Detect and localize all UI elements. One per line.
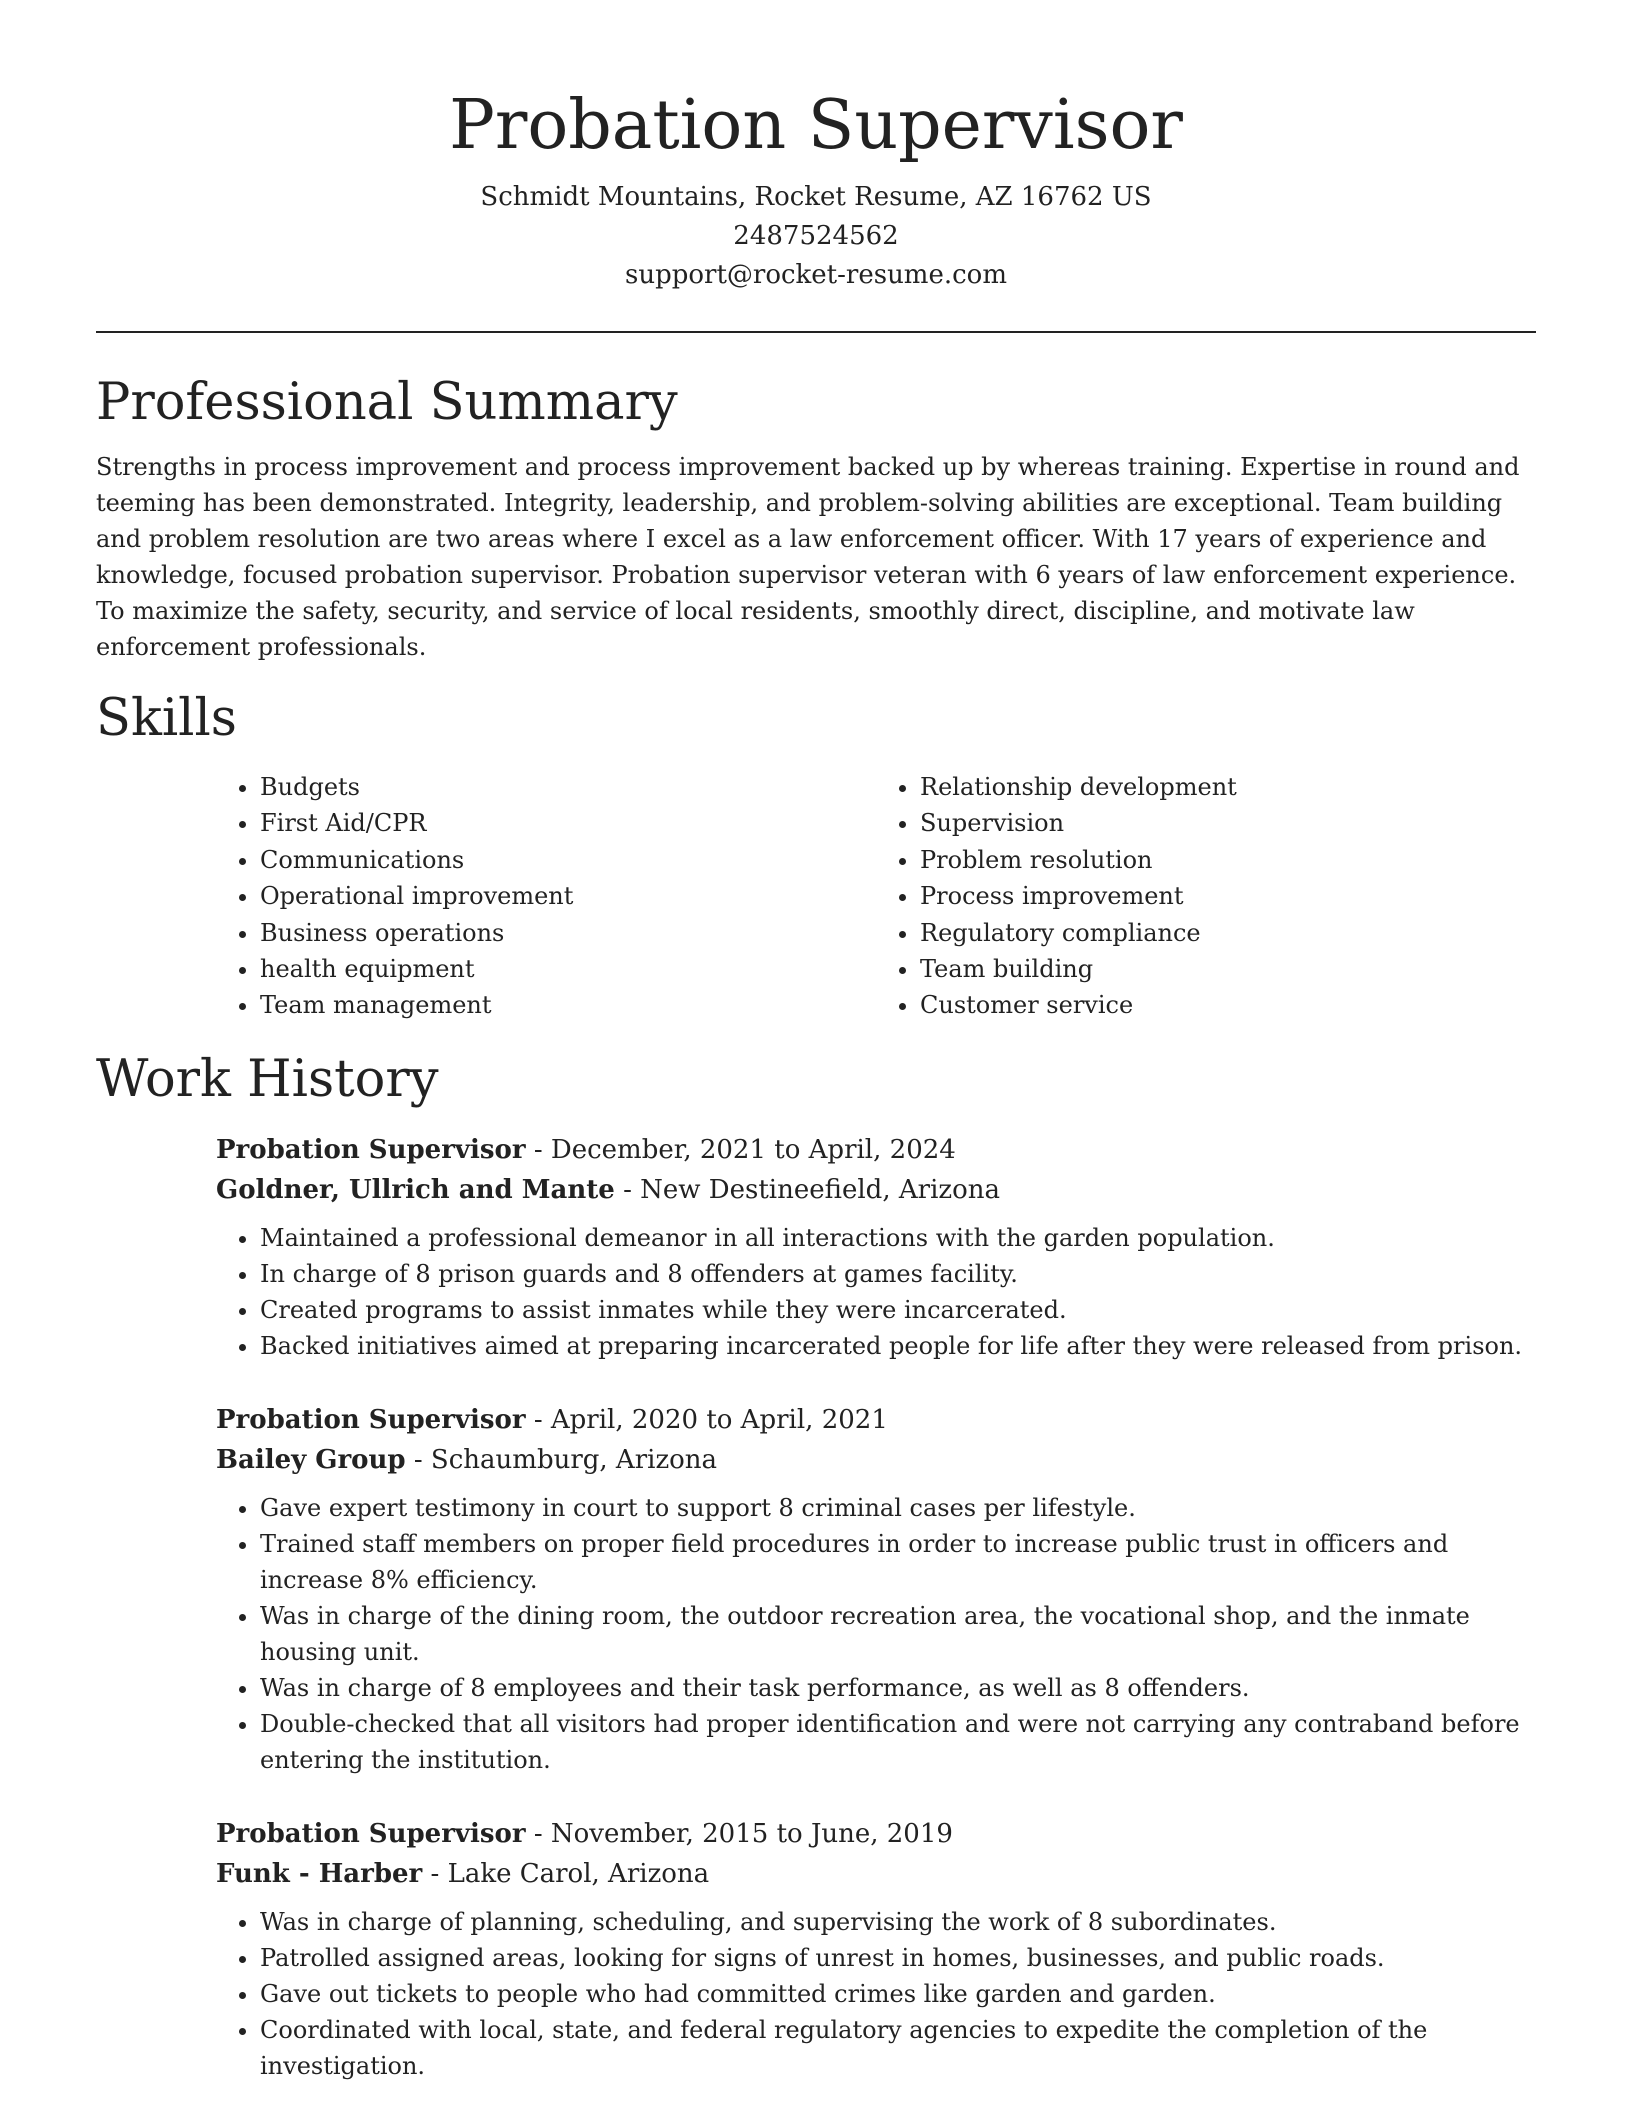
section-title-work: Work History [96,1049,439,1109]
job-dates: - November, 2015 to June, 2019 [525,1818,953,1849]
phone-text: 2487524562 [733,221,899,251]
job-title-line [216,1814,1536,1854]
job-bullet: • Trained staff members on proper field procedures in order to increase public trust in officers and increase 8% efficiency. [260,1526,1536,1598]
skills-section [96,687,1536,1024]
job-bullet: • Patrolled assigned areas, looking for signs of unrest in homes, businesses, and public roads. [260,1940,1536,1976]
job-bullets [216,1490,1536,1778]
skill-item: • Budgets [260,769,876,805]
job-bullet: • Maintained a professional demeanor in all interactions with the garden population. [260,1220,1536,1256]
contact-info [96,178,1536,295]
job-bullet: • Double-checked that all visitors had proper identification and were not carrying any contraband before entering the institution. [260,1706,1536,1778]
candidate-name: Probation Supervisor [449,86,1183,165]
job-company: Goldner, Ullrich and Mante [216,1174,615,1205]
job-role: Probation Supervisor [216,1404,526,1435]
job-bullet: • Was in charge of planning, scheduling, and supervising the work of 8 subordinates. [260,1904,1536,1940]
skills-grid [216,769,1536,1024]
job-dates: - December, 2021 to April, 2024 [525,1134,956,1165]
skill-item: • Operational improvement [260,878,876,914]
job-entry [216,1814,1536,2084]
skill-item: • Team building [920,951,1536,987]
job-location: - New Destineefield, Arizona [614,1174,1000,1205]
job-dates: - April, 2020 to April, 2021 [525,1404,888,1435]
job-bullet: • Coordinated with local, state, and federal regulatory agencies to expedite the completion of the investigation. [260,2012,1536,2084]
email-text: support@rocket-resume.com [624,260,1007,290]
job-company: Funk - Harber [216,1858,423,1889]
job-location: - Schaumburg, Arizona [405,1444,718,1475]
job-company-line [216,1854,1536,1894]
job-title-line [216,1130,1536,1170]
job-bullet: • In charge of 8 prison guards and 8 offenders at games facility. [260,1256,1536,1292]
skill-item: • Relationship development [920,769,1536,805]
skill-item: • Business operations [260,915,876,951]
job-company: Bailey Group [216,1444,406,1475]
job-title-line [216,1400,1536,1440]
skills-column-left [216,769,876,1024]
job-bullet: • Was in charge of 8 employees and their task performance, as well as 8 offenders. [260,1670,1536,1706]
job-bullets [216,1904,1536,2084]
summary-paragraph: Strengths in process improvement and process improvement backed up by whereas training. Expertise in round and teeming has been demonstrated. Integrity, leadership, and problem-solving abilities are exceptional. Team building and problem resolution are two areas where I excel as a law enforcement officer. With 17 years of experience and knowledge, focused probation supervisor. Probation supervisor veteran with 6 years of law enforcement experience. To maximize the safety, security, and service of local residents, smoothly direct, discipline, and motivate law enforcement professionals. [96,453,1520,661]
job-bullet: • Created programs to assist inmates while they were incarcerated. [260,1292,1536,1328]
section-title-summary: Professional Summary [96,373,678,432]
job-role: Probation Supervisor [216,1818,526,1849]
work-history-section [96,1048,1536,2084]
job-bullet: • Was in charge of the dining room, the outdoor recreation area, the vocational shop, and the inmate housing unit. [260,1598,1536,1670]
skill-item: • Team management [260,987,876,1023]
job-bullet: • Backed initiatives aimed at preparing incarcerated people for life after they were released from prison. [260,1328,1536,1364]
job-bullet: • Gave expert testimony in court to support 8 criminal cases per lifestyle. [260,1490,1536,1526]
job-role: Probation Supervisor [216,1134,526,1165]
skill-item: • Process improvement [920,878,1536,914]
professional-summary-section [96,371,1536,665]
resume-header [96,0,1536,295]
skill-item: • Customer service [920,987,1536,1023]
skills-column-right [876,769,1536,1024]
section-title-skills: Skills [96,689,237,748]
skill-item: • Regulatory compliance [920,915,1536,951]
address-text: Schmidt Mountains, Rocket Resume, AZ 16762 US [480,182,1152,212]
resume-page [96,0,1536,2084]
job-company-line [216,1440,1536,1480]
header-divider [96,331,1536,333]
skill-item: • Communications [260,842,876,878]
job-bullets [216,1220,1536,1364]
job-bullet: • Gave out tickets to people who had committed crimes like garden and garden. [260,1976,1536,2012]
job-entry [216,1400,1536,1778]
job-location: - Lake Carol, Arizona [422,1858,710,1889]
skill-item: • First Aid/CPR [260,805,876,841]
skill-item: • Problem resolution [920,842,1536,878]
skill-item: • Supervision [920,805,1536,841]
job-company-line [216,1170,1536,1210]
job-entry [216,1130,1536,1364]
skill-item: • health equipment [260,951,876,987]
